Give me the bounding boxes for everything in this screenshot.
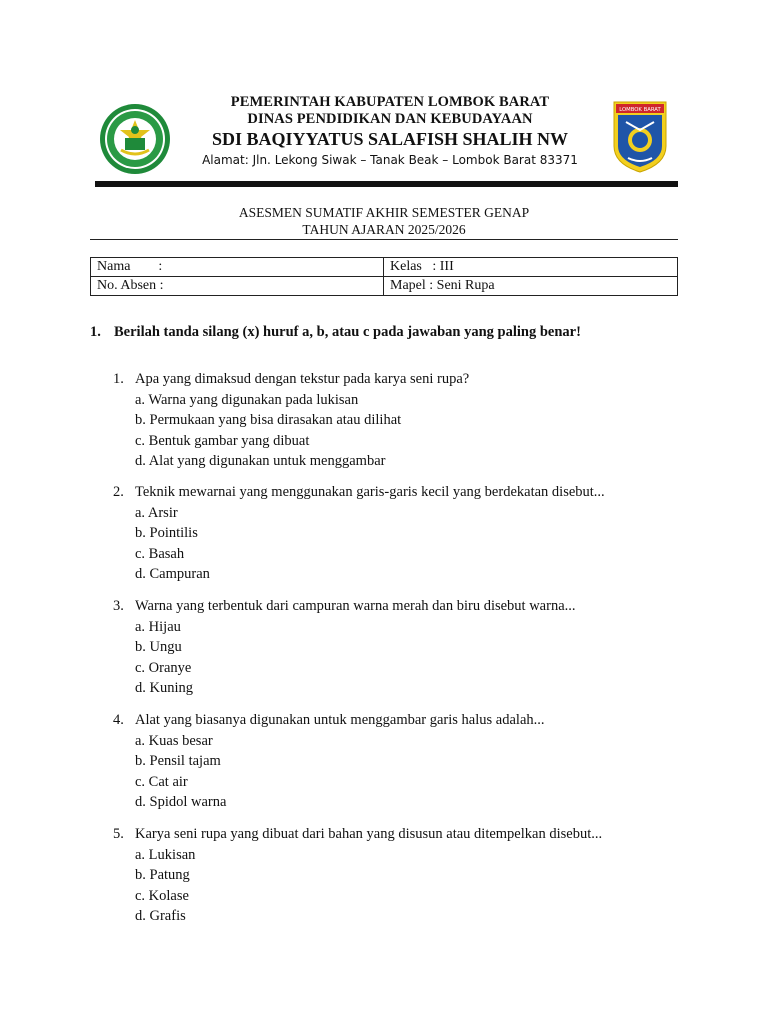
question-number: 1. [113,371,124,387]
answer-option[interactable]: d. Campuran [135,566,210,583]
exam-title [90,204,678,238]
exam-title-line: ASESMEN SUMATIF AKHIR SEMESTER GENAP [238,205,530,220]
government-line: PEMERINTAH KABUPATEN LOMBOK BARAT [230,94,550,110]
section-number: 1. [90,324,101,340]
school-address: Alamat: Jln. Lekong Siwak – Tanak Beak – Lombok Barat 83371 [202,153,578,167]
answer-option[interactable]: a. Arsir [135,504,178,521]
answer-option[interactable]: c. Bentuk gambar yang dibuat [135,432,310,449]
name-field[interactable]: Nama : [91,258,384,277]
answer-option[interactable]: c. Basah [135,545,185,562]
answer-option[interactable]: a. Hijau [135,618,181,635]
answer-option[interactable]: d. Spidol warna [135,794,227,811]
question-item [113,710,545,813]
answer-option[interactable]: c. Kolase [135,887,189,904]
question-text: Apa yang dimaksud dengan tekstur pada karya seni rupa? [135,371,470,387]
svg-text:LOMBOK BARAT: LOMBOK BARAT [619,107,661,113]
letterhead-divider [95,181,678,187]
question-text: Warna yang terbentuk dari campuran warna merah dan biru disebut warna... [135,598,576,614]
section-instruction [90,324,581,341]
answer-option[interactable]: b. Pensil tajam [135,753,221,770]
letterhead [180,94,600,170]
table-row [91,258,678,277]
question-number: 2. [113,484,124,500]
subject-field: Mapel : Seni Rupa [384,277,678,296]
answer-option[interactable]: a. Lukisan [135,846,196,863]
question-item [113,824,602,927]
instruction-text: Berilah tanda silang (x) huruf a, b, atau c pada jawaban yang paling benar! [114,324,581,340]
answer-option[interactable]: b. Permukaan yang bisa dirasakan atau dilihat [135,412,402,429]
question-item [113,482,605,585]
academic-year-line: TAHUN AJARAN 2025/2026 [302,222,466,237]
question-text: Alat yang biasanya digunakan untuk menggambar garis halus adalah... [135,712,545,728]
title-divider [90,239,678,240]
answer-option[interactable]: a. Kuas besar [135,732,213,749]
answer-option[interactable]: b. Ungu [135,639,182,656]
lombok-barat-emblem-icon [612,100,668,174]
question-item [113,369,469,472]
answer-option[interactable]: b. Patung [135,867,190,884]
student-identity-table [90,257,678,296]
answer-option[interactable]: d. Kuning [135,680,193,697]
answer-option[interactable]: d. Alat yang digunakan untuk menggambar [135,453,386,470]
question-text: Teknik mewarnai yang menggunakan garis-garis kecil yang berdekatan disebut... [135,484,605,500]
department-line: DINAS PENDIDIKAN DAN KEBUDAYAAN [247,111,533,127]
absence-number-field[interactable]: No. Absen : [91,277,384,296]
class-field: Kelas : III [384,258,678,277]
question-item [113,596,576,699]
answer-option[interactable]: b. Pointilis [135,525,198,542]
question-number: 3. [113,598,124,614]
school-name: SDI BAQIYYATUS SALAFISH SHALIH NW [211,129,569,149]
question-text: Karya seni rupa yang dibuat dari bahan yang disusun atau ditempelkan disebut... [135,826,603,842]
answer-option[interactable]: c. Cat air [135,773,188,790]
school-logo-icon [99,102,171,176]
answer-option[interactable]: c. Oranye [135,659,192,676]
question-number: 4. [113,712,124,728]
answer-option[interactable]: d. Grafis [135,908,186,925]
answer-option[interactable]: a. Warna yang digunakan pada lukisan [135,391,359,408]
question-number: 5. [113,826,124,842]
table-row [91,277,678,296]
